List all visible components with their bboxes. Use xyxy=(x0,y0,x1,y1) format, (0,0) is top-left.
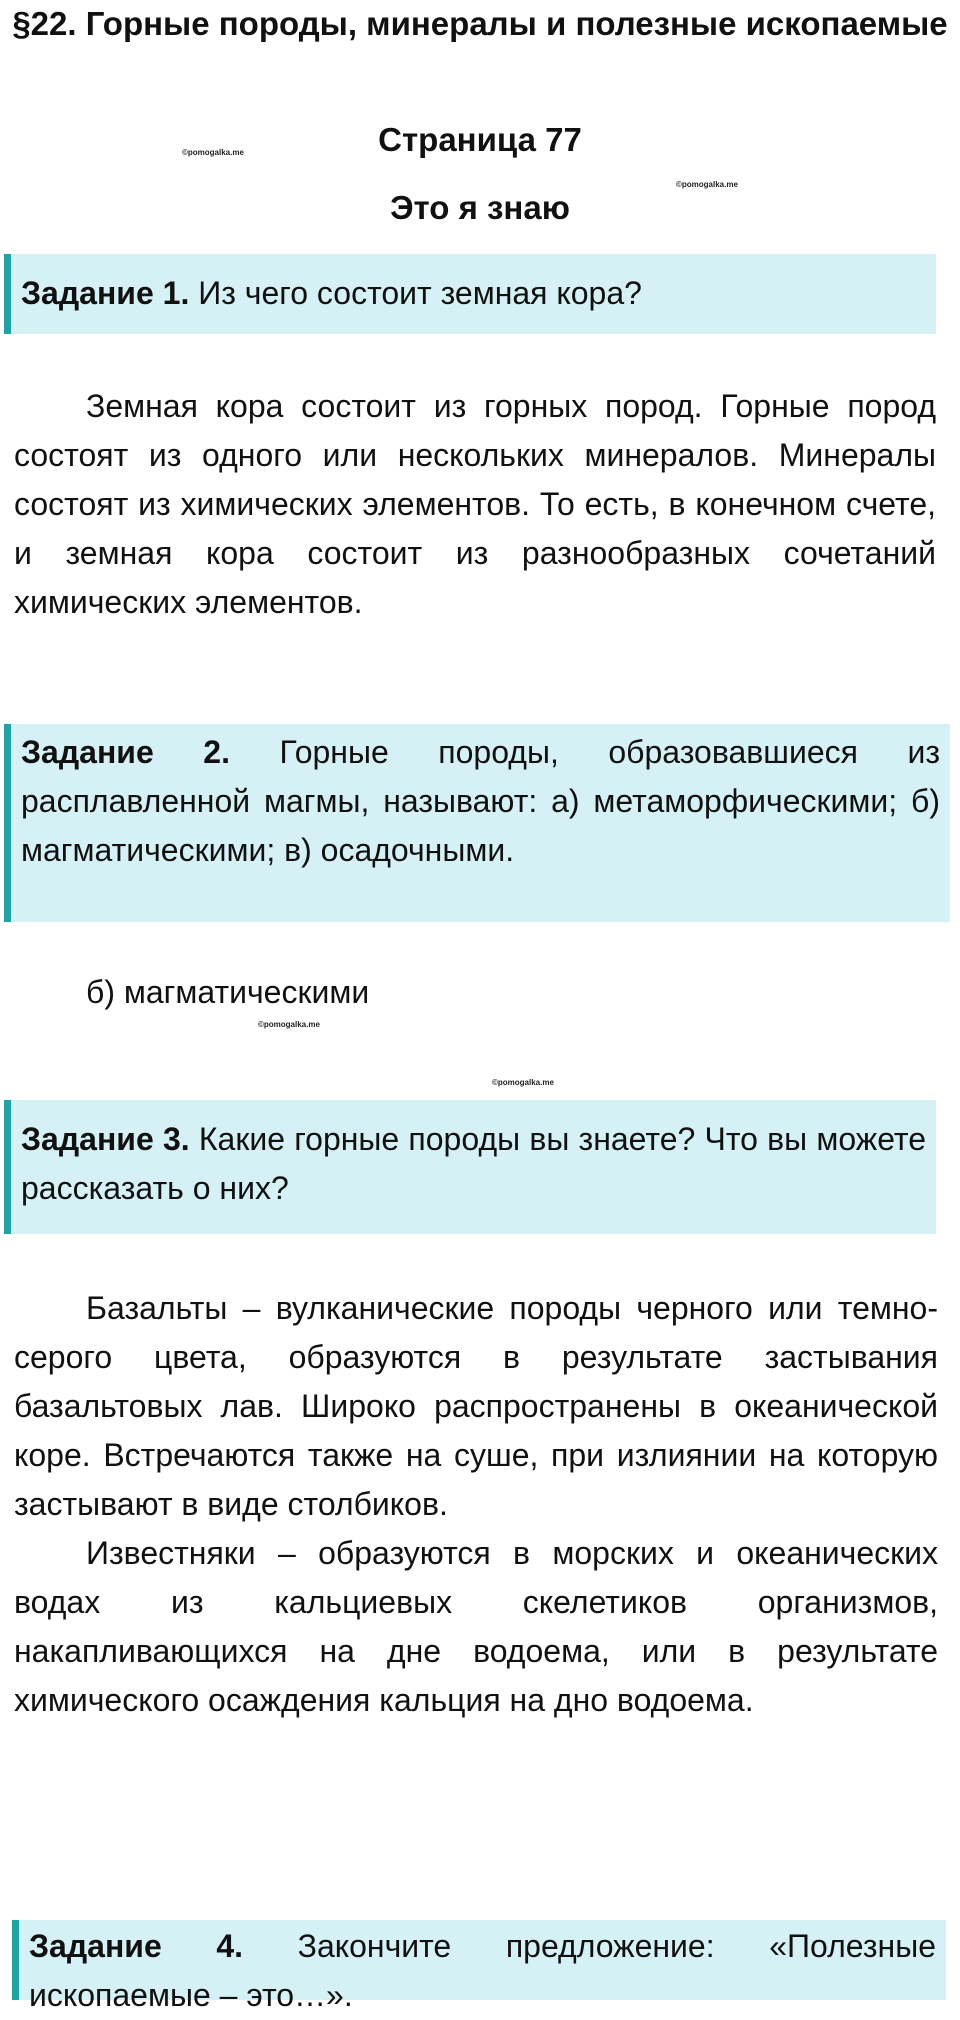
watermark: ©pomogalka.me xyxy=(258,1020,320,1029)
page-title: §22. Горные породы, минералы и полезные ископаемые xyxy=(12,5,948,42)
task-2-box xyxy=(4,724,950,922)
task-label: Задание 1. xyxy=(21,275,190,311)
watermark: ©pomogalka.me xyxy=(676,180,738,189)
task-4-box xyxy=(12,1920,946,2013)
task-question: Какие горные породы вы знаете? Что вы можете рассказать о них? xyxy=(21,1121,927,1206)
answer-paragraph: Базальты – вулканические породы черного или темно-серого цвета, образуются в результате застывания базальтовых лав. Широко распространены в океанической коре. Встречаются также на суше, при излиянии на которую застывают в виде столбиков. xyxy=(14,1290,938,1522)
answer-paragraph: Известняки – образуются в морских и океанических водах из кальциевых скелетиков организмов, накапливающихся на дне водоема, или в результате химического осаждения кальция на дно водоема. xyxy=(14,1535,938,1718)
task-label: Задание 2. xyxy=(21,734,230,770)
task-3-answer xyxy=(14,1284,938,1725)
page-number: Страница 77 xyxy=(378,121,582,158)
task-question: Горные породы, образовавшиеся из расплавленной магмы, называют: а) метаморфическими; б) магматическими; в) осадочными. xyxy=(21,734,941,868)
task-3-box xyxy=(4,1100,936,1234)
task-question: Закончите предложение: «Полезные ископаемые – это…». xyxy=(29,1928,936,2013)
section-heading: Это я знаю xyxy=(390,189,570,226)
watermark: ©pomogalka.me xyxy=(182,148,244,157)
task-label: Задание 4. xyxy=(29,1928,244,1964)
task-1-box xyxy=(4,254,936,334)
watermark: ©pomogalka.me xyxy=(492,1078,554,1087)
task-question: Из чего состоит земная кора? xyxy=(198,275,642,311)
task-label: Задание 3. xyxy=(21,1121,190,1157)
task-1-answer: Земная кора состоит из горных пород. Горные пород состоят из одного или нескольких минералов. Минералы состоят из химических элементов. То есть, в конечном счете, и земная кора состоит из разнообразных сочетаний химических элементов. xyxy=(14,388,936,620)
task-2-answer: б) магматическими xyxy=(86,974,370,1010)
